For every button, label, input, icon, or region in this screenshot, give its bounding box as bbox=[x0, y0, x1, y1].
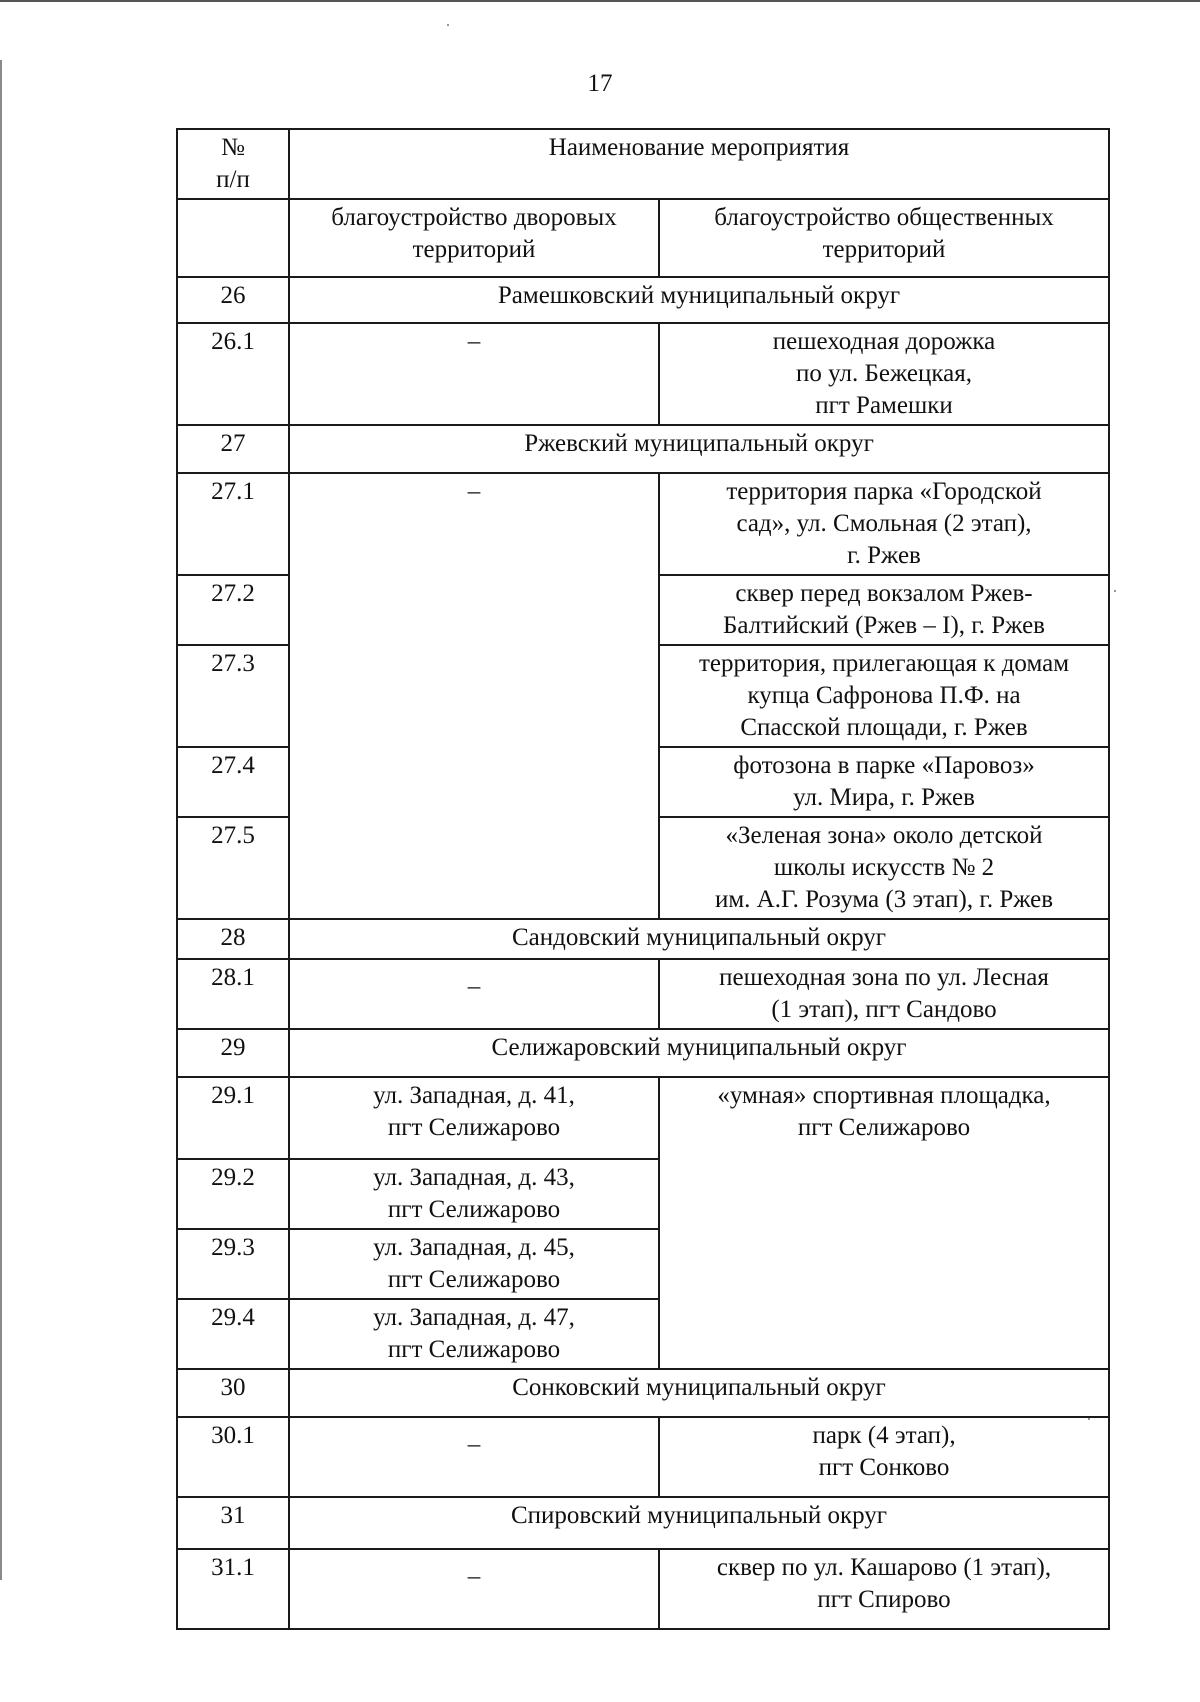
yard-cell: _ bbox=[289, 1417, 659, 1497]
table-subheader-row bbox=[177, 199, 1109, 277]
row-number: 27.4 bbox=[177, 747, 289, 817]
public-cell: территория, прилегающая к домам купца Сафронова П.Ф. на Спасской площади, г. Ржев bbox=[659, 645, 1109, 747]
district-name: Сонковский муниципальный округ bbox=[289, 1369, 1109, 1417]
table-row bbox=[177, 1417, 1109, 1497]
row-number: 29.2 bbox=[177, 1159, 289, 1229]
scan-edge-top bbox=[0, 0, 1200, 2]
public-cell: парк (4 этап), пгт Сонково bbox=[659, 1417, 1109, 1497]
table-row bbox=[177, 959, 1109, 1029]
yard-cell: _ bbox=[289, 959, 659, 1029]
yard-cell: ул. Западная, д. 47, пгт Селижарово bbox=[289, 1299, 659, 1369]
public-cell: пешеходная дорожка по ул. Бежецкая, пгт Рамешки bbox=[659, 323, 1109, 425]
scan-speck bbox=[1114, 590, 1116, 592]
row-number: 27.1 bbox=[177, 473, 289, 575]
row-number: 27.5 bbox=[177, 817, 289, 919]
district-row bbox=[177, 425, 1109, 473]
yard-cell: _ bbox=[289, 1549, 659, 1629]
scan-edge-left bbox=[0, 60, 2, 1580]
public-cell: пешеходная зона по ул. Лесная (1 этап), пгт Сандово bbox=[659, 959, 1109, 1029]
row-number: 29.3 bbox=[177, 1229, 289, 1299]
district-row bbox=[177, 277, 1109, 323]
yard-cell: ул. Западная, д. 43, пгт Селижарово bbox=[289, 1159, 659, 1229]
projects-table bbox=[176, 128, 1110, 1630]
district-name: Ржевский муниципальный округ bbox=[289, 425, 1109, 473]
row-number: 27.2 bbox=[177, 575, 289, 645]
public-cell: территория парка «Городской сад», ул. Смольная (2 этап), г. Ржев bbox=[659, 473, 1109, 575]
district-row bbox=[177, 1369, 1109, 1417]
district-name: Рамешковский муниципальный округ bbox=[289, 277, 1109, 323]
yard-cell: – bbox=[289, 323, 659, 425]
public-cell: фотозона в парке «Паровоз» ул. Мира, г. Ржев bbox=[659, 747, 1109, 817]
row-number: 31 bbox=[177, 1497, 289, 1549]
district-row bbox=[177, 1029, 1109, 1077]
row-number: 26.1 bbox=[177, 323, 289, 425]
public-cell: «умная» спортивная площадка, пгт Селижарово bbox=[659, 1077, 1109, 1369]
subheader-public-cell: благоустройство общественных территорий bbox=[659, 199, 1109, 277]
public-cell: сквер перед вокзалом Ржев- Балтийский (Ржев – I), г. Ржев bbox=[659, 575, 1109, 645]
table-row bbox=[177, 473, 1109, 575]
row-number: 30 bbox=[177, 1369, 289, 1417]
subheader-yard-cell: благоустройство дворовых территорий bbox=[289, 199, 659, 277]
table-row bbox=[177, 1549, 1109, 1629]
yard-cell: ул. Западная, д. 41, пгт Селижарово bbox=[289, 1077, 659, 1159]
yard-cell: ул. Западная, д. 45, пгт Селижарово bbox=[289, 1229, 659, 1299]
row-number: 29.4 bbox=[177, 1299, 289, 1369]
row-number: 31.1 bbox=[177, 1549, 289, 1629]
district-name: Спировский муниципальный округ bbox=[289, 1497, 1109, 1549]
public-cell: сквер по ул. Кашарово (1 этап), пгт Спирово bbox=[659, 1549, 1109, 1629]
table-header-row bbox=[177, 129, 1109, 199]
district-row bbox=[177, 1497, 1109, 1549]
table-row bbox=[177, 1077, 1109, 1159]
district-name: Сандовский муниципальный округ bbox=[289, 919, 1109, 959]
header-number-cell: № п/п bbox=[177, 129, 289, 199]
row-number: 28.1 bbox=[177, 959, 289, 1029]
table-row bbox=[177, 323, 1109, 425]
row-number: 30.1 bbox=[177, 1417, 289, 1497]
row-number: 29 bbox=[177, 1029, 289, 1077]
header-name-cell: Наименование мероприятия bbox=[289, 129, 1109, 199]
district-row bbox=[177, 919, 1109, 959]
row-number: 27.3 bbox=[177, 645, 289, 747]
district-name: Селижаровский муниципальный округ bbox=[289, 1029, 1109, 1077]
scan-speck bbox=[447, 24, 449, 26]
row-number: 29.1 bbox=[177, 1077, 289, 1159]
public-cell: «Зеленая зона» около детской школы искусств № 2 им. А.Г. Розума (3 этап), г. Ржев bbox=[659, 817, 1109, 919]
row-number: 28 bbox=[177, 919, 289, 959]
page-number: 17 bbox=[587, 70, 613, 97]
yard-cell: – bbox=[289, 473, 659, 919]
row-number: 26 bbox=[177, 277, 289, 323]
row-number: 27 bbox=[177, 425, 289, 473]
subheader-empty-cell bbox=[177, 199, 289, 277]
